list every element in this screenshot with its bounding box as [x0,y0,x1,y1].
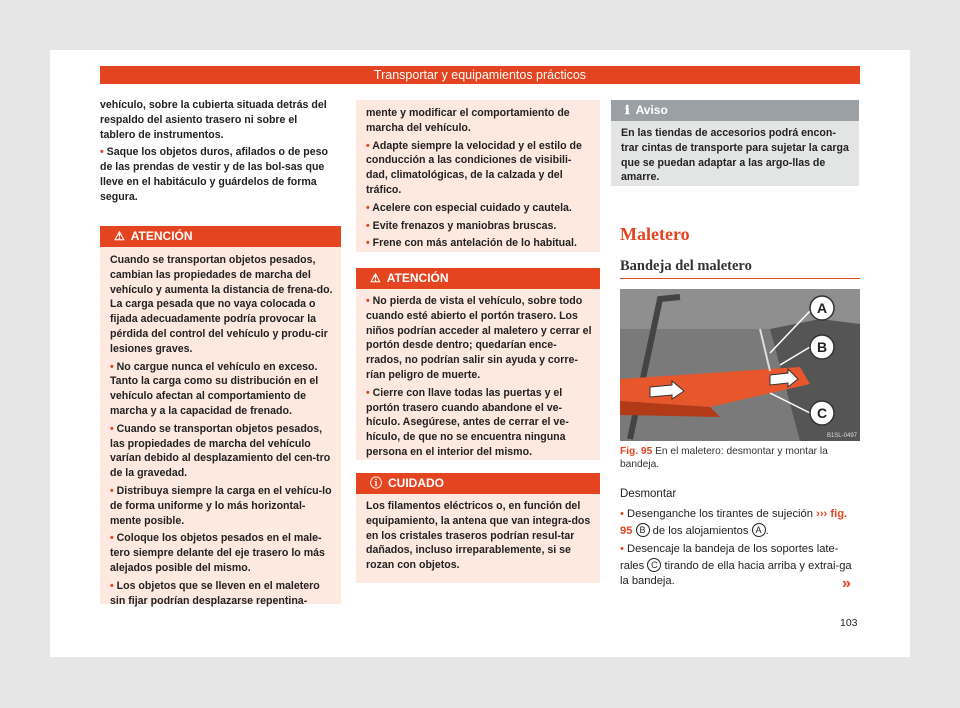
continue-icon: » [842,575,851,592]
list-item [110,360,333,419]
list-item-text: Distribuya siempre la carga en el vehícu-lo de forma uniforme y lo más horizontal-mente posible. [110,484,332,527]
note-title [611,100,859,121]
intro-text: vehículo, sobre la cubierta situada detrás del respaldo del asiento trasero ni sobre el tablero de instrumentos. [100,99,327,141]
caution-circle-icon: ⓘ [370,476,383,490]
list-item-text: Saque los objetos duros, afilados o de peso de las prendas de vestir y de las bol-sas que lleve en el habitáculo y guárdelos de forma segura. [100,146,328,203]
note-box-aviso [611,100,859,186]
note-paragraph: En las tiendas de accesorios podrá encon-trar cintas de transporte para sujetar la carga que se puedan adaptar a las argo-llas de amarre. [621,127,849,184]
warning-title-text: ATENCIÓN [386,271,449,285]
list-item [366,386,592,460]
subsection-title: Bandeja del maletero [620,258,752,274]
warning-paragraph: mente y modificar el comportamiento de marcha del vehículo. [366,107,570,134]
warning-triangle-icon: ⚠ [114,229,125,243]
caution-title [356,473,600,494]
bullet-icon: • [366,386,373,399]
list-item-text: Evite frenazos y maniobras bruscas. [372,219,557,232]
warning-box-atencion-1 [100,226,341,607]
list-item [620,542,860,590]
section-title: Maletero [620,224,690,244]
warning-title-text: ATENCIÓN [130,229,193,243]
list-item-text: de los alojamientos [652,524,749,537]
bullet-icon: • [620,508,628,520]
procedure-steps [620,507,860,593]
bullet-icon: • [366,219,373,232]
bullet-icon: • [100,146,107,159]
caution-title-text: CUIDADO [388,476,445,490]
list-item [110,484,333,528]
note-body [621,126,851,188]
bullet-icon: • [110,484,117,497]
figure-code: B1SL-0497 [826,433,857,439]
list-item [100,145,332,204]
list-item-text: Cierre con llave todas las puertas y el portón trasero cuando abandone el ve-hículo. Asegúrese, antes de cerrar el ve-hículo, de que no se encuentra ninguna persona en el interior del mismo. [366,386,569,458]
bullet-icon: • [110,579,117,592]
warning-title [100,226,341,247]
bullet-icon: • [366,237,373,250]
list-item-text: Acelere con especial cuidado y cautela. [372,201,572,214]
list-item-text: No cargue nunca el vehículo en exceso. Tanto la carga como su distribución en el vehículo afectan al comportamiento de marcha y a la capacidad de frenado. [110,360,319,417]
list-item [366,294,592,383]
warning-box-continued [356,100,600,252]
list-item-text: Coloque los objetos pesados en el male-tero siempre delante del eje trasero lo más alejados posible del mismo. [110,532,325,574]
label-a: A [816,300,828,316]
list-item-text: Adapte siempre la velocidad y el estilo de conducción a las condiciones de visibili-dad, climatológicas, de la calzada y del tráfico. [366,139,582,196]
list-item-text: Desenganche los tirantes de sujeción [627,508,813,520]
page-number: 103 [840,617,858,629]
caution-box-cuidado [356,473,600,583]
list-item [366,201,592,216]
label-b: B [816,339,828,355]
figure-caption-text: En el maletero: desmontar y montar la bandeja. [620,446,828,470]
trunk-illustration [620,289,860,441]
list-item [366,139,592,198]
column-1 [100,98,332,208]
bullet-icon: • [110,360,117,373]
bullet-icon: • [110,422,117,435]
chapter-header: Transportar y equipamientos prácticos [100,66,860,84]
list-item-text: Frene con más antelación de lo habitual. [372,237,577,250]
figure-number: Fig. 95 [620,446,653,457]
bullet-icon: • [110,532,117,545]
subsection-divider [620,278,860,279]
procedure-title: Desmontar [620,488,677,500]
bullet-icon: • [620,543,628,555]
list-item-text: Desencaje la bandeja de los soportes late-rales [620,543,839,572]
list-item-text: Cuando se transportan objetos pesados, las propiedades de marcha del vehículo varían debido al desplazamiento del cen-tro de la gravedad. [110,422,331,480]
callout-b-icon: B [636,523,650,537]
warning-body [366,294,592,463]
figure-caption [620,446,860,471]
bullet-icon: • [366,201,373,214]
warning-paragraph: Cuando se transportan objetos pesados, cambian las propiedades de marcha del vehículo y aumenta la distancia de frena-do. La carga pesada que no vaya colocada o fijada adecuadamente podría provocar la pérdida del control del vehículo y produ-cir lesiones graves. [110,254,333,355]
warning-body [110,253,333,611]
info-icon: ℹ [625,103,630,117]
warning-body [366,106,592,254]
caution-paragraph: Los filamentos eléctricos o, en función del equipamiento, la antena que van integra-dos en los cristales traseros podrían resul-tar dañados, incluso irreparablemente, si se rozan con objetos. [366,500,591,572]
callout-a-icon: A [752,523,766,537]
list-item [620,507,860,539]
callout-c-icon: C [647,558,661,572]
list-item [110,579,333,609]
list-item-text: Los objetos que se lleven en el maletero sin fijar podrían desplazarse repentina- [110,579,320,607]
list-item [366,219,592,234]
warning-box-atencion-2 [356,268,600,460]
list-item-text: . [765,524,769,537]
figure-trunk-cover [620,289,860,441]
warning-triangle-icon: ⚠ [370,271,381,285]
list-item-text: No pierda de vista el vehículo, sobre todo cuando esté abierto el portón trasero. Los niños podrían acceder al maletero y cerrar el portón desde dentro; quedarían ence-rrados, no podrían salir sin ayuda y corre-rían peligro de muerte. [366,295,592,381]
warning-title [356,268,600,289]
bullet-icon: • [366,295,373,307]
caution-body [366,499,592,576]
note-title-text: Aviso [635,103,668,117]
list-item [366,236,592,251]
list-item [110,531,333,575]
label-c: C [816,405,828,421]
list-item-text: tirando de ella hacia arriba y extrai-ga la bandeja. [620,559,852,587]
bullet-icon: • [366,139,373,152]
list-item [110,422,333,481]
figure-reference-link[interactable]: ››› fig. 95 [620,508,848,537]
